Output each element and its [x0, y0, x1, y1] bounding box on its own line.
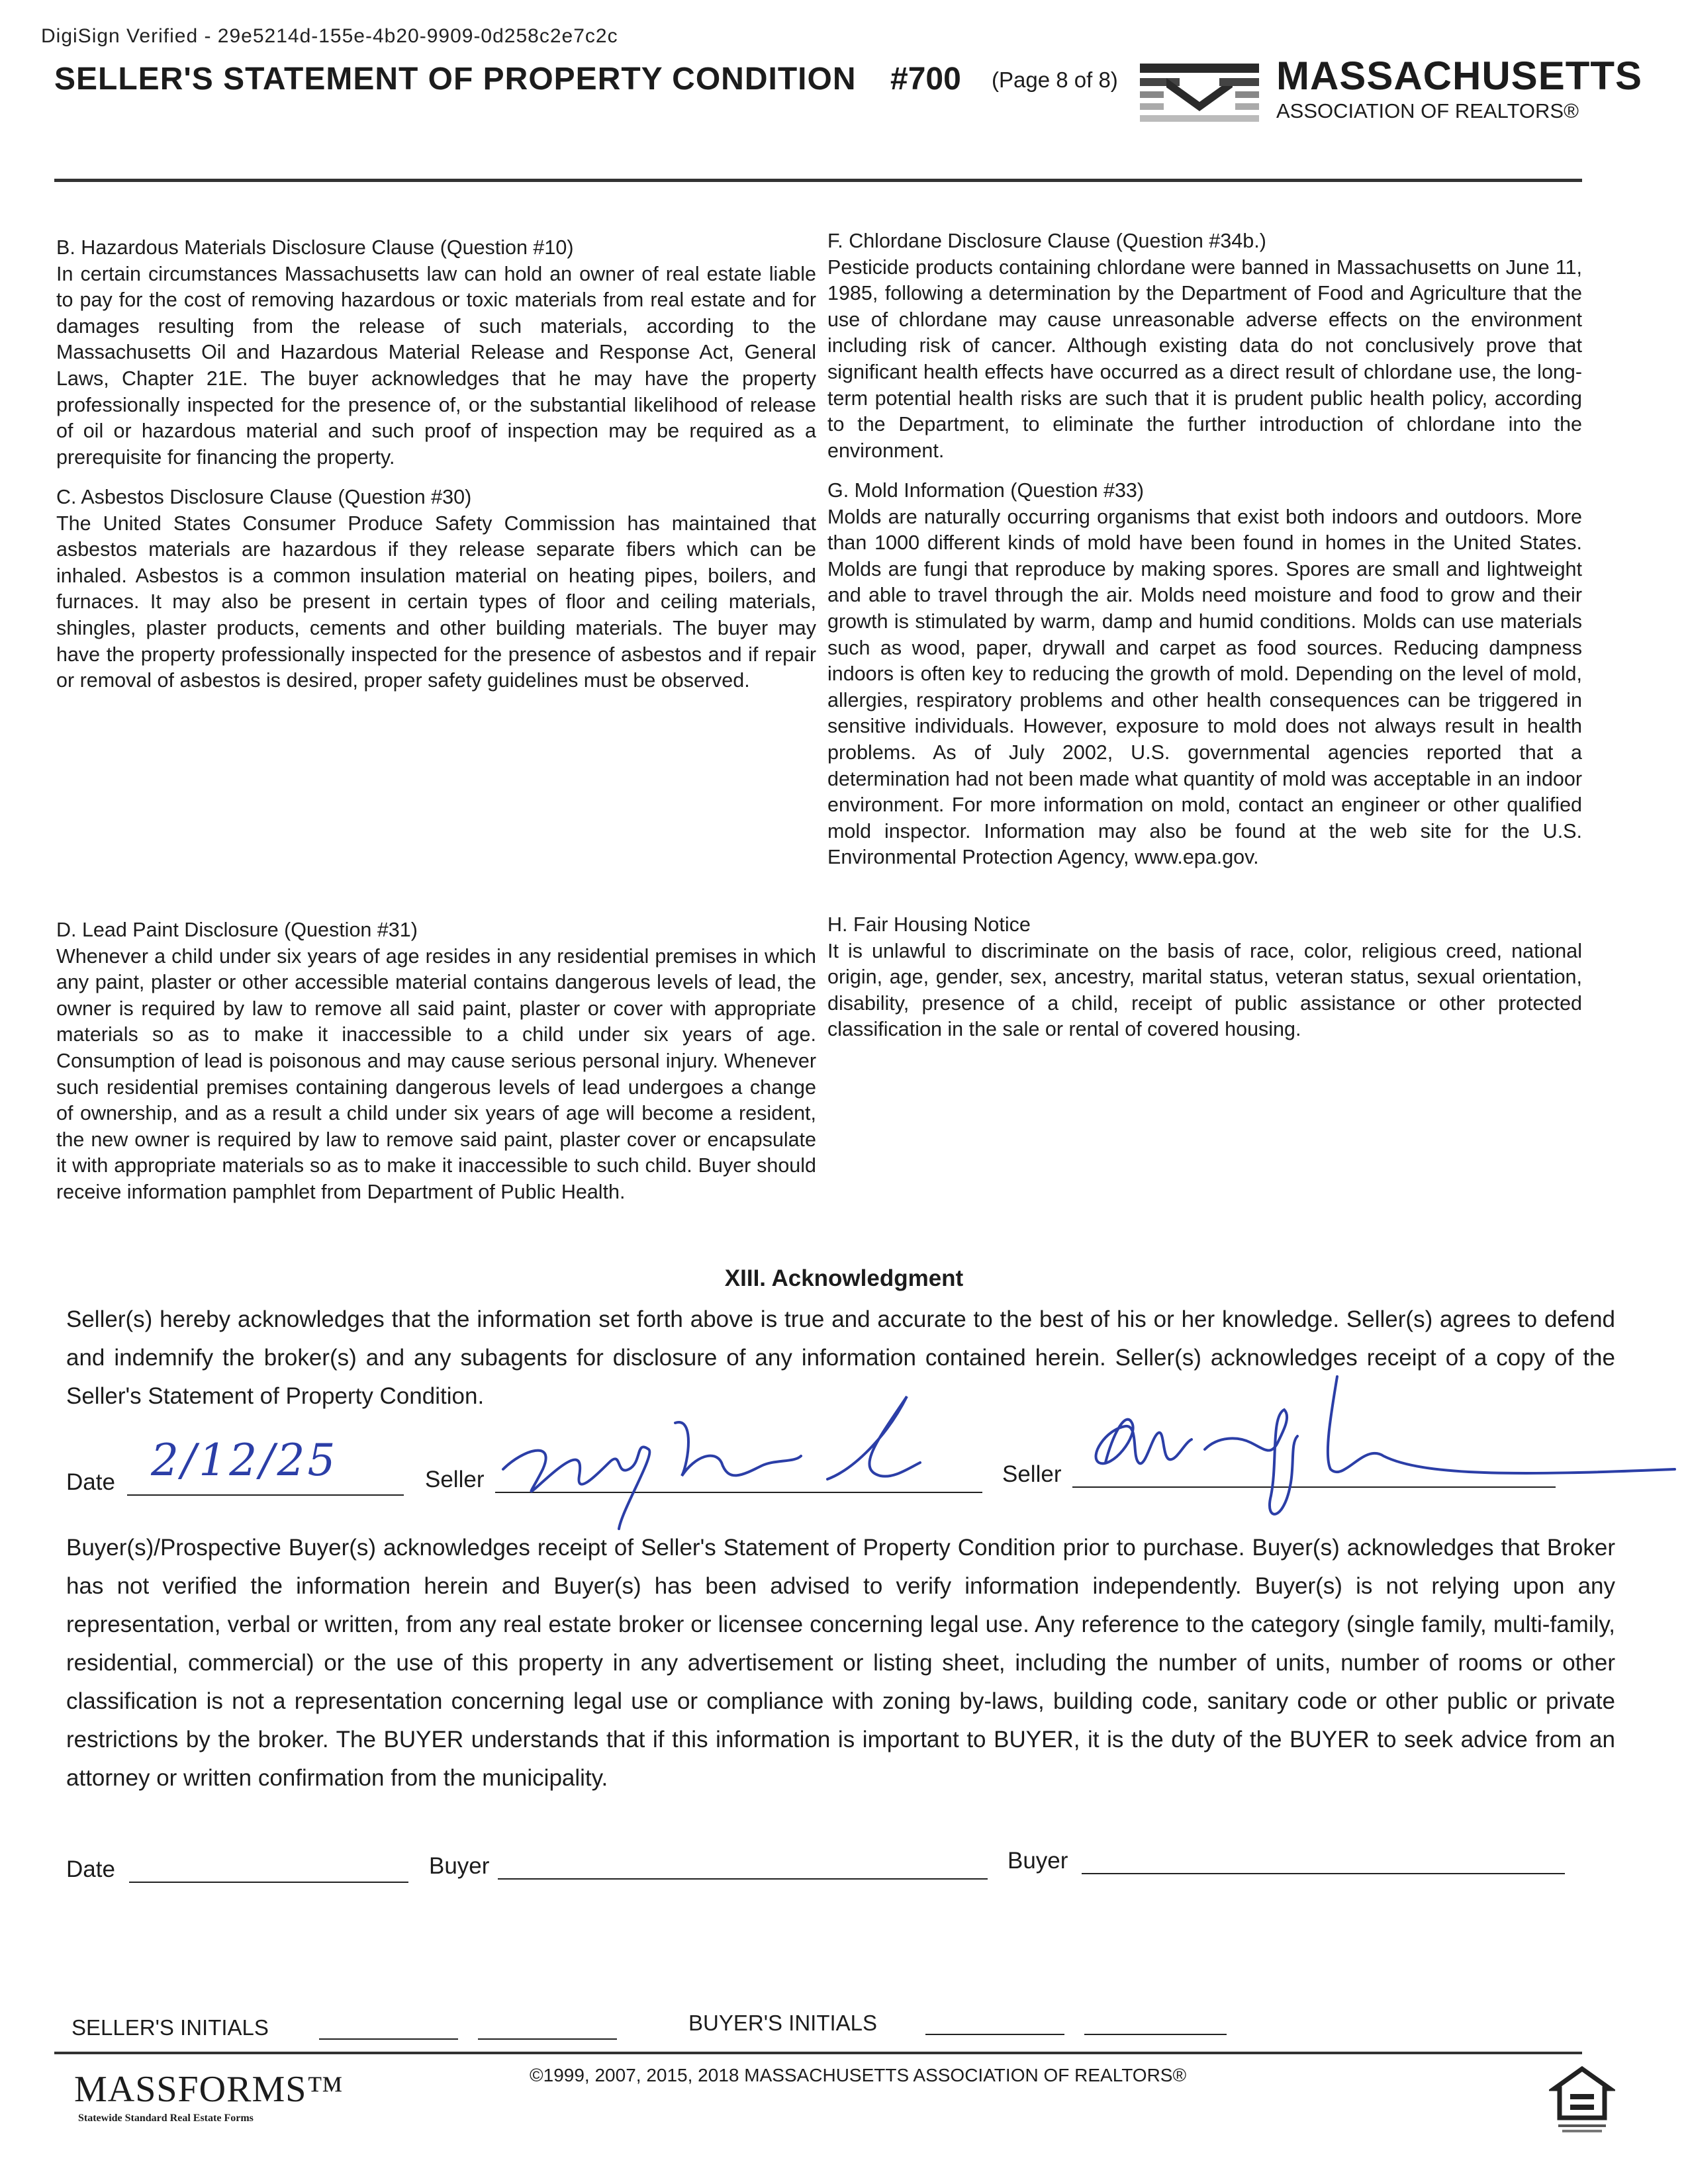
section-heading: D. Lead Paint Disclosure (Question #31) — [56, 919, 418, 941]
seller-1-label: Seller — [425, 1467, 485, 1492]
docusign-verification-line: DigiSign Verified - 29e5214d-155e-4b20-9909-0d258c2e7c2c — [41, 25, 618, 47]
section-body: In certain circumstances Massachusetts law can hold an owner of real estate liable to pay for the cost of removing hazardous or toxic materials from real estate and for damages resulting from the release of such materials, according to the Massachusetts Oil and Hazardous Material Release and Response Act, General Laws, Chapter 21E. The buyer acknowledges that he may have the property professionally inspected for the presence of, or the substantial likelihood of release of oil or hazardous material and such proof of inspection may be required as a prerequisite for financing the property. — [56, 262, 816, 469]
seller-2-label: Seller — [1002, 1461, 1062, 1487]
buyer-1-signature-field[interactable] — [498, 1878, 988, 1880]
buyer-1-label: Buyer — [429, 1853, 490, 1879]
buyer-date-field[interactable] — [129, 1882, 408, 1883]
buyer-2-label: Buyer — [1008, 1848, 1068, 1874]
seller-initials-field-2[interactable] — [478, 2038, 617, 2040]
mar-logo-icon — [1140, 61, 1259, 130]
section-chlordane — [827, 228, 1582, 464]
section-heading: F. Chlordane Disclosure Clause (Question #34b.) — [827, 230, 1266, 252]
buyer-initials-label: BUYER'S INITIALS — [688, 2011, 878, 2035]
buyer-2-signature-field[interactable] — [1082, 1873, 1565, 1874]
org-subtitle: ASSOCIATION OF REALTORS® — [1276, 99, 1579, 122]
section-heading: C. Asbestos Disclosure Clause (Question #30) — [56, 486, 472, 508]
buyer-initials-field-2[interactable] — [1084, 2034, 1227, 2035]
section-asbestos — [56, 484, 816, 694]
section-body: Molds are naturally occurring organisms that exist both indoors and outdoors. More than 1000 different kinds of mold have been found in homes in the United States. Molds are fungi that reproduce by making spores. Spores are small and lightweight and able to travel through the air. Molds need moisture and food to grow and their growth is stimulated by warm, damp and humid conditions. Molds can use materials such as wood, paper, drywall and carpet as food sources. Reducing dampness indoors is often key to reducing the growth of mold. Depending on the level of mold, allergies, respiratory problems and other health consequences can be triggered in sensitive individuals. However, exposure to mold does not always result in health problems. As of July 2002, U.S. governmental agencies reported that a determination had not been made what quantity of mold was acceptable in an indoor environment. For more information on mold, contact an engineer or other qualified mold inspector. Information may also be found at the web site for the U.S. Environmental Protection Agency, www.epa.gov. — [827, 505, 1582, 869]
section-body: The United States Consumer Produce Safety Commission has maintained that asbestos materials are hazardous if they release separate fibers which can be inhaled. Asbestos is a common insulation material on heating pipes, boilers, and furnaces. It may also be present in certain types of floor and ceiling materials, shingles, plaster products, cements and other building materials. The buyer may have the property professionally inspected for the presence of asbestos and if repair or removal of asbestos is desired, proper safety guidelines must be observed. — [56, 512, 816, 692]
copyright-notice: ©1999, 2007, 2015, 2018 MASSACHUSETTS ASSOCIATION OF REALTORS® — [530, 2065, 1187, 2085]
form-title: SELLER'S STATEMENT OF PROPERTY CONDITION — [54, 62, 857, 97]
seller-1-signature-field[interactable] — [495, 1492, 982, 1493]
section-mold — [827, 478, 1582, 871]
footer-divider — [54, 2052, 1582, 2054]
buyer-acknowledgment-text: Buyer(s)/Prospective Buyer(s) acknowledges receipt of Seller's Statement of Property Condition prior to purchase. Buyer(s) acknowledges that Broker has not verified the information herein and Buyer(s) has been advised to verify information independently. Buyer(s) is not relying upon any representation, verbal or written, from any real estate broker or licensee concerning legal use. Any reference to the category (single family, multi-family, residential, commercial) or the use of this property in any advertisement or listing sheet, including the number of units, number of rooms or other classification is not a representation concerning legal use or compliance with zoning by-laws, building code, sanitary code or other public or private restrictions by the broker. The BUYER understands that if this information is important to BUYER, it is the duty of the BUYER to seek advice from an attorney or written confirmation from the municipality. — [66, 1535, 1615, 1791]
buyer-initials-field-1[interactable] — [925, 2034, 1064, 2035]
org-name: MASSACHUSETTS — [1276, 54, 1643, 98]
seller-date-value: 2/12/25 — [151, 1435, 338, 1486]
seller-initials-field-1[interactable] — [319, 2038, 458, 2040]
section-heading: G. Mold Information (Question #33) — [827, 479, 1145, 502]
section-hazardous-materials — [56, 235, 816, 471]
seller-initials-label: SELLER'S INITIALS — [71, 2015, 269, 2040]
section-heading: H. Fair Housing Notice — [827, 913, 1031, 936]
section-heading: B. Hazardous Materials Disclosure Clause (Question #10) — [56, 236, 574, 259]
seller-2-signature-field[interactable] — [1072, 1486, 1556, 1488]
header-divider — [54, 179, 1582, 182]
seller-acknowledgment-text: Seller(s) hereby acknowledges that the information set forth above is true and accurate to the best of his or her knowledge. Seller(s) agrees to defend and indemnify the broker(s) and any subagents for disclosure of any information contained herein. Seller(s) acknowledges receipt of a copy of the Seller's Statement of Property Condition. — [66, 1306, 1615, 1409]
section-body: Whenever a child under six years of age resides in any residential premises in which any paint, plaster or other accessible material contains dangerous levels of lead, the owner is required by law to remove all said paint, plaster or cover with appropriate materials so as to make it inaccessible to a child under six years of age. Consumption of lead is poisonous and may cause serious personal injury. Whenever such residential premises containing dangerous levels of lead undergoes a change of ownership, and as a result a child under six years of age will become a resident, the new owner is required by law to remove said paint, plaster cover or encapsulate it with appropriate materials so as to make it inaccessible to such child. Buyer should receive information pamphlet from Department of Public Health. — [56, 944, 816, 1203]
seller-date-label: Date — [66, 1469, 115, 1495]
buyer-date-label: Date — [66, 1856, 115, 1882]
seller-date-field[interactable] — [127, 1494, 404, 1496]
page-indicator: (Page 8 of 8) — [992, 68, 1118, 92]
massforms-logo: MASSFORMS™ — [74, 2069, 344, 2110]
equal-housing-opportunity-icon — [1549, 2065, 1615, 2138]
section-body: It is unlawful to discriminate on the basis of race, color, religious creed, national origin, age, gender, sex, ancestry, marital status, veteran status, sexual orientation, disability, presence of a child, receipt of public assistance or other protected classification in the sale or rental of covered housing. — [827, 939, 1582, 1041]
form-number: #700 — [890, 62, 961, 97]
section-lead-paint — [56, 917, 816, 1206]
massforms-tagline: Statewide Standard Real Estate Forms — [78, 2113, 254, 2124]
section-fair-housing — [827, 912, 1582, 1043]
acknowledgment-title: XIII. Acknowledgment — [724, 1265, 964, 1291]
section-body: Pesticide products containing chlordane were banned in Massachusetts on June 11, 1985, following a determination by the Department of Food and Agriculture that the use of chlordane may cause unreasonable adverse effects on the environment including risk of cancer. Although existing data do not conclusively prove that significant health effects have occurred as a direct result of chlordane use, the long-term potential health risks are such that it is prudent public health policy, according to the Department, to eliminate the further introduction of chlordane into the environment. — [827, 255, 1582, 462]
